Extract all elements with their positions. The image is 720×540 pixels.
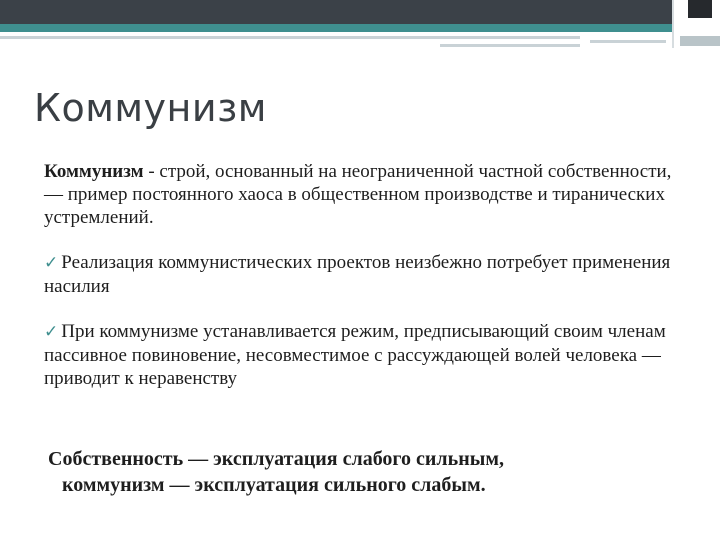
bullet-text: При коммунизме устанавливается режим, предписывающий своим членам пассивное повиновение, несовместимое с рассуждающей волей человека — приводит к неравенству: [44, 321, 666, 389]
header-band: [0, 0, 720, 24]
definition-paragraph: [44, 160, 684, 229]
conclusion-line-1: Собственность — эксплуатация слабого сильным,: [48, 448, 504, 470]
bullet-item: [44, 251, 684, 298]
slide-body: [44, 160, 684, 390]
definition-term: Коммунизм: [44, 161, 144, 182]
conclusion-block: [48, 446, 688, 498]
bullet-text: Реализация коммунистических проектов неизбежно потребует применения насилия: [44, 252, 671, 297]
checkmark-icon: ✓: [44, 253, 59, 273]
corner-notch: [688, 0, 712, 18]
checkmark-icon: ✓: [44, 322, 59, 342]
definition-text: - строй, основанный на неограниченной частной собственности, — пример постоянного хаоса в общественном производстве и тиранических устремлений.: [44, 161, 672, 228]
corner-decoration-bar: [680, 36, 720, 46]
bullet-item: [44, 320, 684, 390]
conclusion-line-2: коммунизм — эксплуатация сильного слабым.: [62, 474, 486, 496]
decorative-line: [440, 44, 580, 47]
header-accent-stripe: [0, 24, 720, 32]
slide-title: Коммунизм: [34, 86, 267, 130]
decorative-line: [590, 40, 666, 43]
decorative-line: [0, 36, 580, 39]
